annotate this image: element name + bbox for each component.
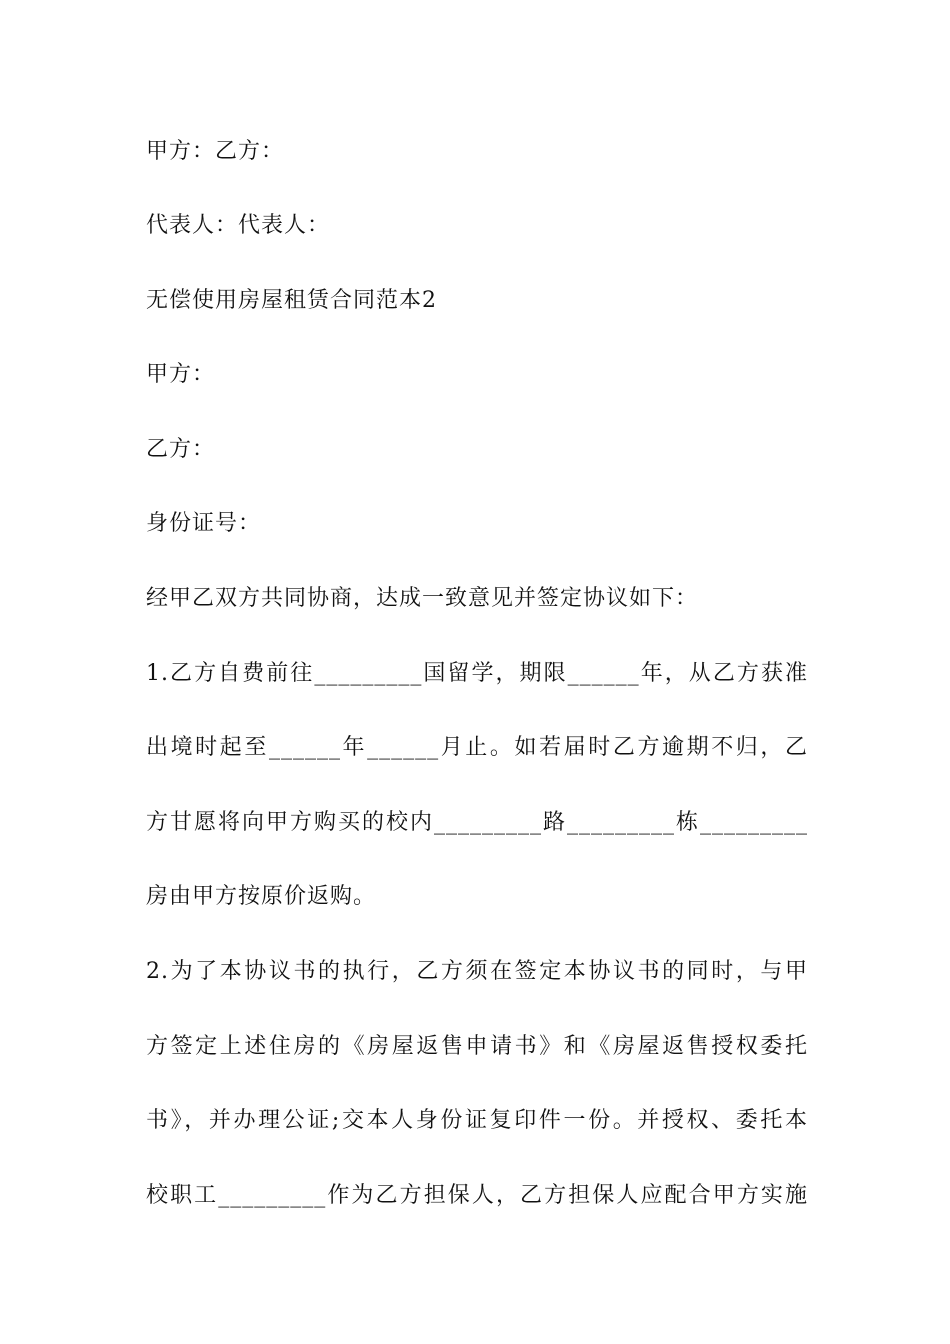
party-b-line: 乙方： — [146, 437, 216, 462]
clause-line: 书》，并办理公证;交本人身份证复印件一份。并授权、委托本 — [146, 1108, 808, 1133]
clause-line: 方甘愿将向甲方购买的校内_________路_________栋_________ — [146, 810, 808, 835]
party-a-line: 甲方： — [146, 362, 216, 387]
representative-line: 代表人：代表人： — [146, 213, 331, 238]
agreement-intro-line: 经甲乙双方共同协商，达成一致意见并签定协议如下： — [146, 586, 699, 611]
clause-line: 房由甲方按原价返购。 — [146, 884, 377, 909]
document-heading: 无偿使用房屋租赁合同范本2 — [146, 288, 437, 313]
clause-line: 1.乙方自费前往_________国留学，期限______年，从乙方获准 — [146, 661, 808, 686]
clause-line: 方签定上述住房的《房屋返售申请书》和《房屋返售授权委托 — [146, 1034, 808, 1059]
id-number-line: 身份证号： — [146, 511, 262, 536]
clause-line: 校职工_________作为乙方担保人，乙方担保人应配合甲方实施 — [146, 1183, 808, 1208]
party-line: 甲方：乙方： — [146, 139, 285, 164]
clause-line: 2.为了本协议书的执行，乙方须在签定本协议书的同时，与甲 — [146, 959, 808, 984]
clause-line: 出境时起至______年______月止。如若届时乙方逾期不归，乙 — [146, 735, 808, 760]
